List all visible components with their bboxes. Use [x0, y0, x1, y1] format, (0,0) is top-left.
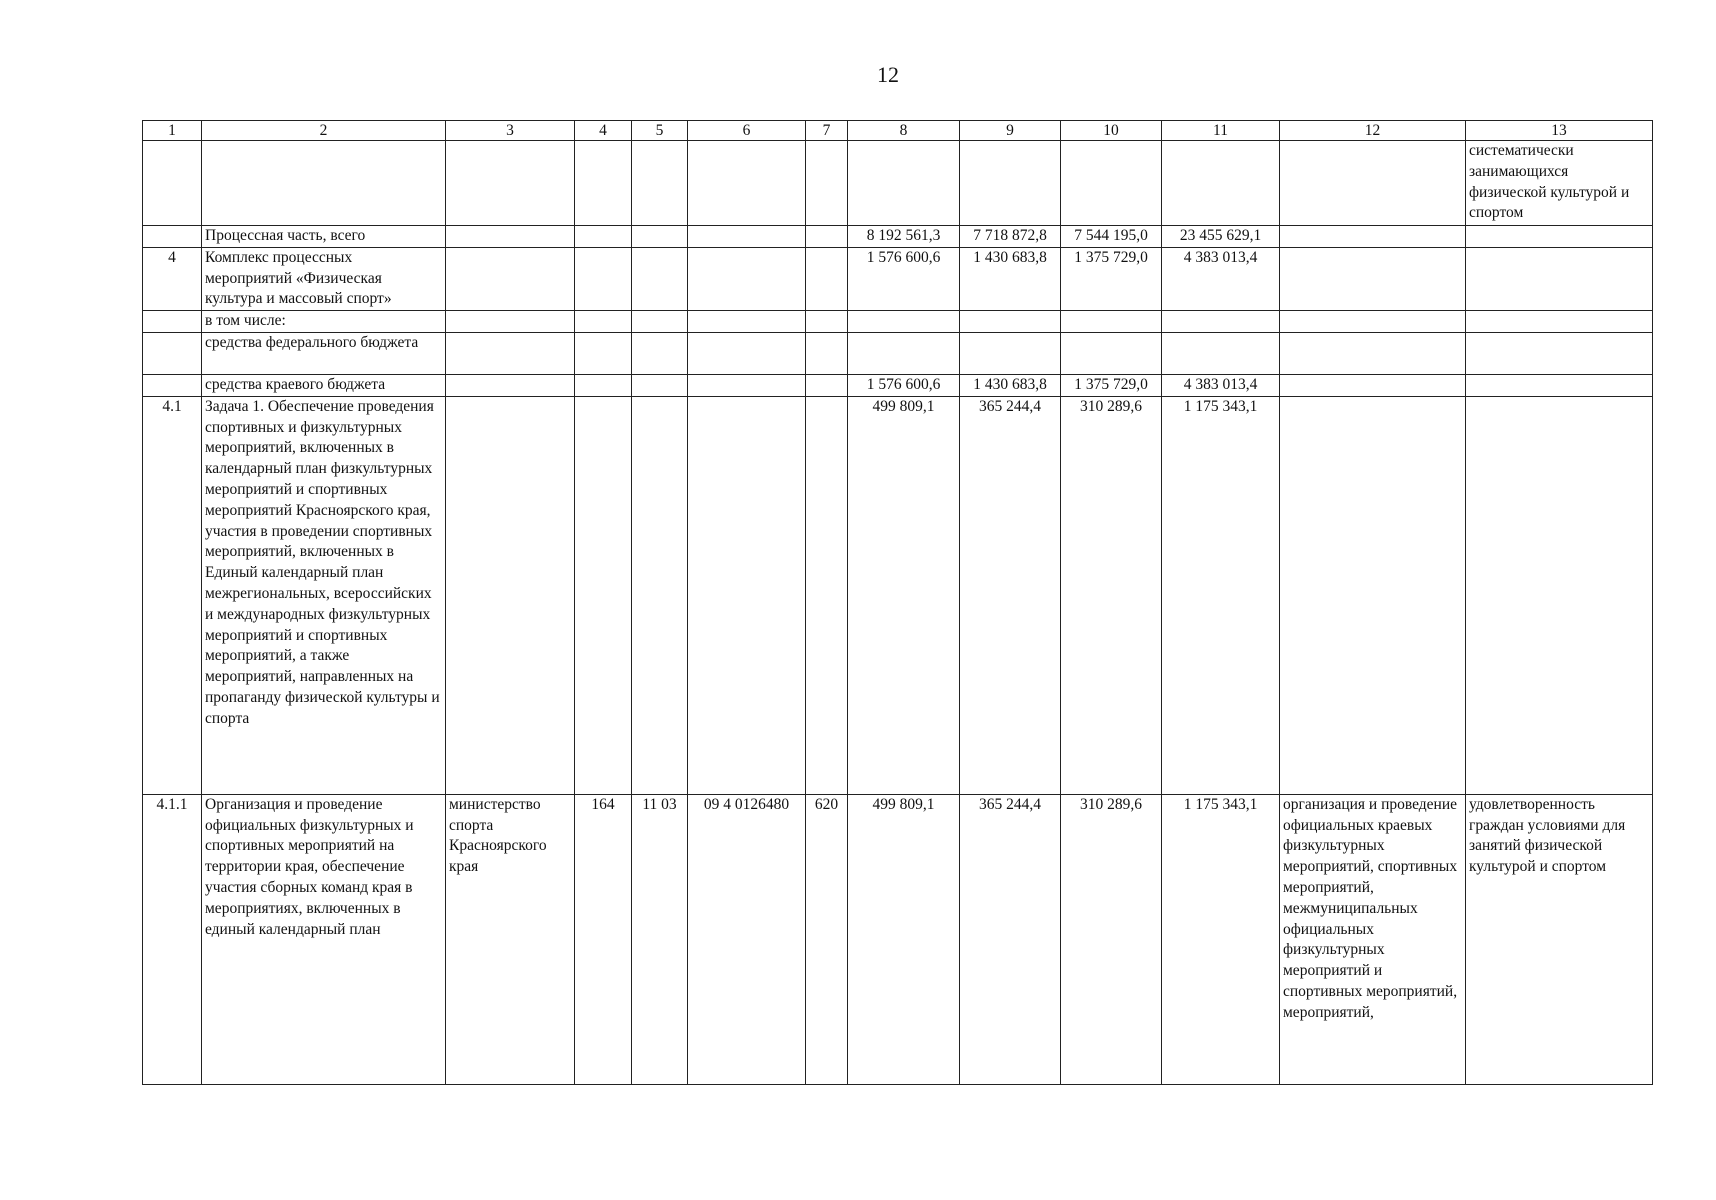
amount-cell: 310 289,6 — [1061, 794, 1162, 1084]
amount-cell: 1 375 729,0 — [1061, 374, 1162, 396]
result-cell — [1280, 396, 1466, 794]
amount-cell — [1162, 311, 1280, 333]
indicator-cell — [1466, 332, 1653, 374]
amount-cell: 499 809,1 — [848, 794, 960, 1084]
amount-cell: 310 289,6 — [1061, 396, 1162, 794]
code-cell — [632, 141, 688, 226]
code-cell — [688, 247, 806, 310]
indicator-cell: систематически занимающихся физической культурой и спортом — [1466, 141, 1653, 226]
code-cell — [806, 311, 848, 333]
code-cell — [575, 226, 632, 248]
header-cell: 5 — [632, 121, 688, 141]
executor-cell — [446, 141, 575, 226]
header-cell: 2 — [202, 121, 446, 141]
code-cell — [806, 332, 848, 374]
code-cell — [632, 311, 688, 333]
indicator-cell — [1466, 374, 1653, 396]
code-cell — [806, 226, 848, 248]
table-row — [143, 247, 1653, 310]
amount-cell — [1162, 141, 1280, 226]
code-cell — [688, 226, 806, 248]
code-cell — [806, 374, 848, 396]
indicator-cell — [1466, 226, 1653, 248]
row-number-cell — [143, 332, 202, 374]
table-row — [143, 374, 1653, 396]
amount-cell — [1061, 141, 1162, 226]
header-cell: 3 — [446, 121, 575, 141]
row-number-cell — [143, 374, 202, 396]
table-row — [143, 141, 1653, 226]
result-cell — [1280, 247, 1466, 310]
page-number: 12 — [877, 62, 899, 87]
amount-cell: 499 809,1 — [848, 396, 960, 794]
code-cell: 164 — [575, 794, 632, 1084]
row-number-cell: 4 — [143, 247, 202, 310]
amount-cell — [960, 311, 1061, 333]
result-cell: организация и проведение официальных краевых физкультурных мероприятий, спортивных мероприятий, межмуниципальных официальных физкультурных мероприятий и спортивных мероприятий, мероприятий, — [1280, 794, 1466, 1084]
executor-cell — [446, 332, 575, 374]
amount-cell — [1061, 332, 1162, 374]
header-cell: 4 — [575, 121, 632, 141]
code-cell — [575, 374, 632, 396]
amount-cell: 365 244,4 — [960, 396, 1061, 794]
executor-cell — [446, 311, 575, 333]
amount-cell — [1061, 311, 1162, 333]
result-cell — [1280, 374, 1466, 396]
amount-cell: 1 375 729,0 — [1061, 247, 1162, 310]
executor-cell — [446, 247, 575, 310]
amount-cell: 1 576 600,6 — [848, 247, 960, 310]
code-cell — [688, 332, 806, 374]
code-cell: 620 — [806, 794, 848, 1084]
code-cell — [632, 374, 688, 396]
amount-cell: 1 175 343,1 — [1162, 396, 1280, 794]
result-cell — [1280, 141, 1466, 226]
code-cell — [575, 311, 632, 333]
result-cell — [1280, 332, 1466, 374]
code-cell — [575, 141, 632, 226]
indicator-cell — [1466, 396, 1653, 794]
code-cell — [632, 396, 688, 794]
header-cell: 11 — [1162, 121, 1280, 141]
indicator-cell — [1466, 311, 1653, 333]
result-cell — [1280, 311, 1466, 333]
row-number-cell — [143, 141, 202, 226]
amount-cell — [1162, 332, 1280, 374]
header-cell: 13 — [1466, 121, 1653, 141]
code-cell — [688, 396, 806, 794]
name-cell: средства краевого бюджета — [202, 374, 446, 396]
executor-cell — [446, 374, 575, 396]
header-cell: 12 — [1280, 121, 1466, 141]
executor-cell — [446, 396, 575, 794]
amount-cell — [848, 141, 960, 226]
header-cell: 7 — [806, 121, 848, 141]
amount-cell: 1 576 600,6 — [848, 374, 960, 396]
executor-cell: министерство спорта Красноярского края — [446, 794, 575, 1084]
code-cell — [806, 396, 848, 794]
indicator-cell — [1466, 247, 1653, 310]
amount-cell: 4 383 013,4 — [1162, 247, 1280, 310]
amount-cell: 1 430 683,8 — [960, 247, 1061, 310]
code-cell: 11 03 — [632, 794, 688, 1084]
code-cell — [632, 226, 688, 248]
row-number-cell: 4.1 — [143, 396, 202, 794]
header-cell: 6 — [688, 121, 806, 141]
code-cell — [575, 332, 632, 374]
amount-cell: 7 718 872,8 — [960, 226, 1061, 248]
row-number-cell — [143, 311, 202, 333]
code-cell — [806, 141, 848, 226]
table-row — [143, 396, 1653, 794]
amount-cell — [848, 332, 960, 374]
table-row — [143, 332, 1653, 374]
amount-cell: 8 192 561,3 — [848, 226, 960, 248]
amount-cell: 1 430 683,8 — [960, 374, 1061, 396]
executor-cell — [446, 226, 575, 248]
code-cell — [688, 374, 806, 396]
header-cell: 10 — [1061, 121, 1162, 141]
code-cell — [575, 396, 632, 794]
code-cell: 09 4 0126480 — [688, 794, 806, 1084]
name-cell: в том числе: — [202, 311, 446, 333]
amount-cell — [848, 311, 960, 333]
header-cell: 8 — [848, 121, 960, 141]
amount-cell: 365 244,4 — [960, 794, 1061, 1084]
name-cell: средства федерального бюджета — [202, 332, 446, 374]
code-cell — [632, 332, 688, 374]
code-cell — [688, 311, 806, 333]
amount-cell: 1 175 343,1 — [1162, 794, 1280, 1084]
amount-cell — [960, 332, 1061, 374]
table-row — [143, 794, 1653, 1084]
header-row — [143, 121, 1653, 141]
name-cell: Организация и проведение официальных физкультурных и спортивных мероприятий на территории края, обеспечение участия сборных команд края в мероприятиях, включенных в единый календарный план — [202, 794, 446, 1084]
code-cell — [806, 247, 848, 310]
indicator-cell: удовлетворенность граждан условиями для занятий физической культурой и спортом — [1466, 794, 1653, 1084]
name-cell: Комплекс процессных мероприятий «Физическая культура и массовый спорт» — [202, 247, 446, 310]
name-cell: Процессная часть, всего — [202, 226, 446, 248]
name-cell: Задача 1. Обеспечение проведения спортивных и физкультурных мероприятий, включенных в календарный план физкультурных мероприятий и спортивных мероприятий Красноярского края, участия в проведении спортивных мероприятий, включенных в Единый календарный план межрегиональных, всероссийских и международных физкультурных мероприятий и спортивных мероприятий, а также мероприятий, направленных на пропаганду физической культуры и спорта — [202, 396, 446, 794]
budget-table — [142, 120, 1653, 1085]
amount-cell: 7 544 195,0 — [1061, 226, 1162, 248]
name-cell — [202, 141, 446, 226]
code-cell — [575, 247, 632, 310]
amount-cell: 23 455 629,1 — [1162, 226, 1280, 248]
code-cell — [632, 247, 688, 310]
amount-cell — [960, 141, 1061, 226]
amount-cell: 4 383 013,4 — [1162, 374, 1280, 396]
row-number-cell — [143, 226, 202, 248]
result-cell — [1280, 226, 1466, 248]
header-cell: 1 — [143, 121, 202, 141]
table-row — [143, 311, 1653, 333]
table-row — [143, 226, 1653, 248]
row-number-cell: 4.1.1 — [143, 794, 202, 1084]
code-cell — [688, 141, 806, 226]
header-cell: 9 — [960, 121, 1061, 141]
